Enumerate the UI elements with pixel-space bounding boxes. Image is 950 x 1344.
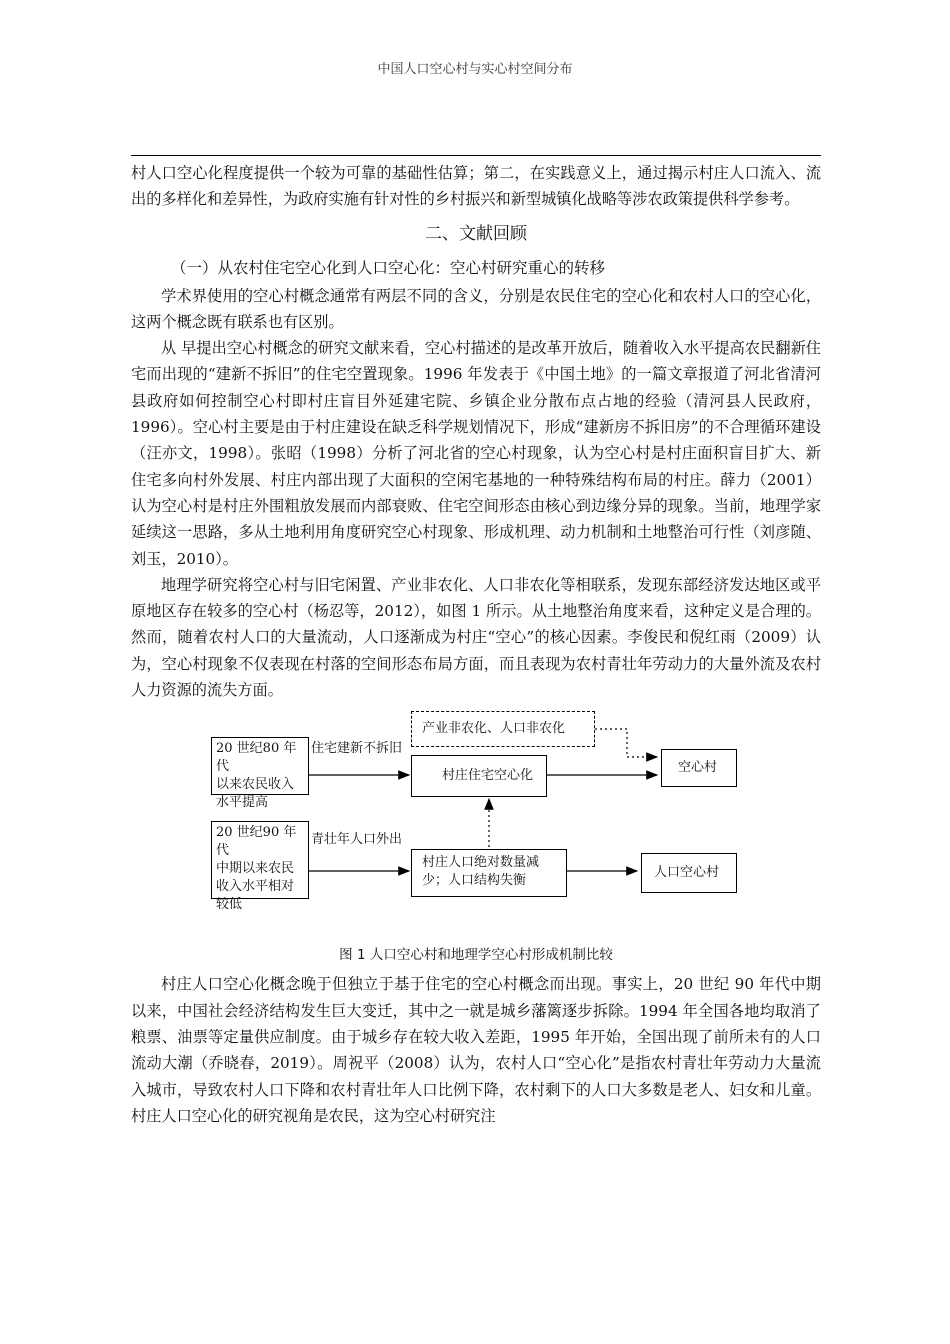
box-industry-nonagri: 产业非农化、人口非农化: [411, 711, 595, 747]
box-housing-hollowing: 村庄住宅空心化: [411, 755, 547, 797]
section-heading: 二、文献回顾: [425, 223, 527, 244]
box-hollow-village: 空心村: [661, 749, 737, 787]
paragraph: 地理学研究将空心村与旧宅闲置、产业非农化、人口非农化等相联系，发现东部经济发达地区或平原地区存在较多的空心村（杨忍等，2012），如图 1 所示。从土地整治角度来看，这种定义是合理的。然而，随着农村人口的大量流动，人口逐渐成为村庄“空心”的核心因素。李俊民和倪红雨（2009）认为，空心村现象不仅表现在村落的空间形态布局方面，而且表现为农村青壮年劳动力的大量外流及农村人力资源的流失方面。: [131, 575, 821, 700]
box-population-hollow-village: 人口空心村: [641, 853, 737, 893]
figure-caption: 图 1 人口空心村和地理学空心村形成机制比较: [339, 947, 613, 964]
header-rule: [131, 155, 821, 156]
subsection-heading: （一）从农村住宅空心化到人口空心化：空心村研究重心的转移: [171, 258, 606, 277]
arrow-industry-to-village: [595, 729, 657, 757]
paragraph: 村庄人口空心化概念晚于但独立于基于住宅的空心村概念而出现。事实上，20 世纪 90 年代中期以来，中国社会经济结构发生巨大变迁，其中之一就是城乡藩篱逐步拆除。1994 年全国各地均取消了粮票、油票等定量供应制度。由于城乡存在较大收入差距，1995 年开始，全国出现了前所未有的人口流动大潮（乔晓春，2019）。周祝平（2008）认为，农村人口“空心化”是指农村青壮年劳动力大量流入城市，导致农村人口下降和农村青壮年人口比例下降，农村剩下的人口大多数是老人、妇女和儿童。村庄人口空心化的研究视角是农民，这为空心村研究注: [131, 975, 821, 1125]
box-cause-1980s: 20 世纪80 年代 以来农民收入 水平提高: [211, 737, 309, 795]
page-body: [131, 160, 821, 1129]
box-cause-1990s: 20 世纪90 年代 中期以来农民 收入水平相对 较低: [211, 821, 309, 899]
paragraph: 学术界使用的空心村概念通常有两层不同的含义，分别是农民住宅的空心化和农村人口的空心化，这两个概念既有联系也有区别。: [131, 286, 821, 331]
paragraph: 从 早提出空心村概念的研究文献来看，空心村描述的是改革开放后，随着收入水平提高农民翻新住宅而出现的“建新不拆旧”的住宅空置现象。1996 年发表于《中国土地》的一篇文章报道了河北省清河县政府如何控制空心村即村庄盲目外延建宅院、乡镇企业分散布点占地的经验（清河县人民政府，1996）。空心村主要是由于村庄建设在缺乏科学规划情况下，形成“建新房不拆旧房”的不合理循环建设（汪亦文，1998）。张昭（1998）分析了河北省的空心村现象，认为空心村是村庄面积盲目扩大、新住宅多向村外发展、村庄内部出现了大面积的空闲宅基地的一种特殊结构布局的村庄。薛力（2001）认为空心村是村庄外围粗放发展而内部衰败、住宅空间形态由核心到边缘分异的现象。当前，地理学家延续这一思路，多从土地利用角度研究空心村现象、形成机理、动力机制和土地整治可行性（刘彦随、刘玉，2010）。: [131, 339, 821, 568]
label-arrow-housing: 住宅建新不拆旧: [311, 741, 403, 757]
label-arrow-outmigration: 青壮年人口外出: [311, 832, 403, 848]
paragraph-continuation: 村人口空心化程度提供一个较为可靠的基础性估算；第二，在实践意义上，通过揭示村庄人口流入、流出的多样化和差异性，为政府实施有针对性的乡村振兴和新型城镇化战略等涉农政策提供科学参考。: [131, 164, 821, 209]
box-population-decline: 村庄人口绝对数量减 少；人口结构失衡: [411, 849, 567, 897]
figure-1-diagram: [131, 707, 821, 945]
running-header: 中国人口空心村与实心村空间分布: [377, 62, 573, 77]
